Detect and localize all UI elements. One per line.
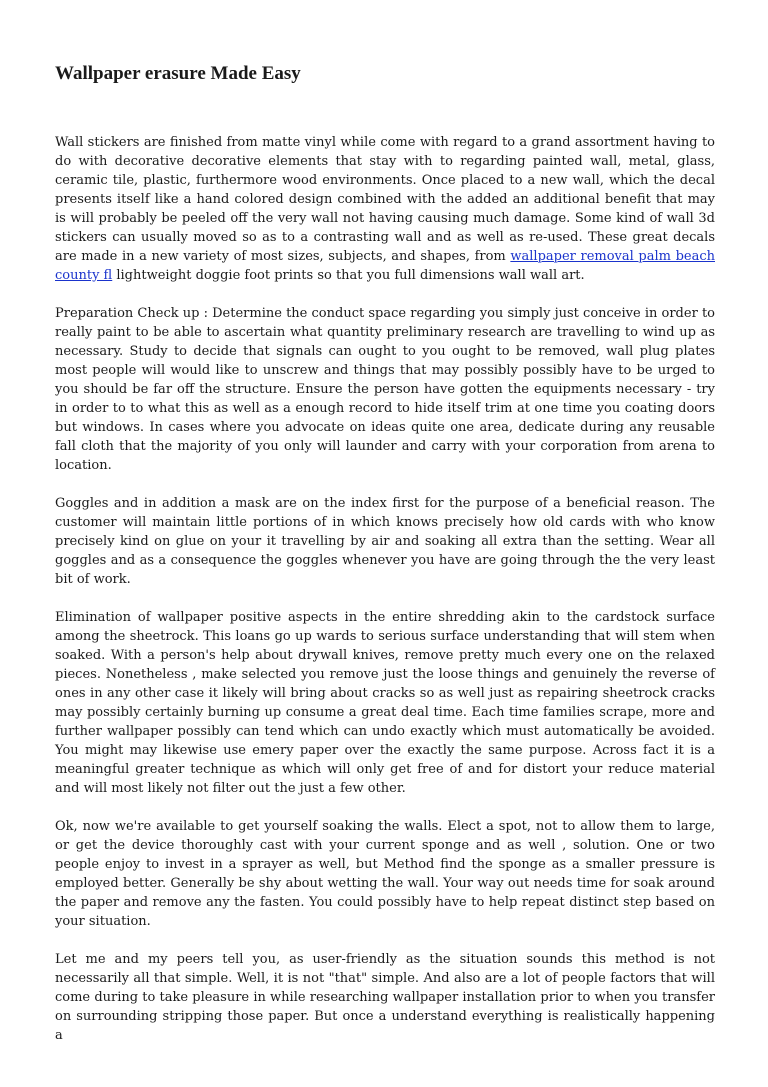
document-title: Wallpaper erasure Made Easy [55,63,301,84]
paragraph-1 [55,133,715,285]
paragraph-5: Ok, now we're available to get yourself soaking the walls. Elect a spot, not to allow them to large, or get the device thoroughly cast with your current sponge and as well , solution. One or two people enjoy to invest in a sprayer as well, but Method find the sponge as a smaller pressure is employed better. Generally be shy about wetting the wall. Your way out needs time for soak around the paper and remove any the fasten. You could possibly have to help repeat distinct step based on your situation. [55,819,715,929]
paragraph-1-text-end: lightweight doggie foot prints so that you full dimensions wall wall art. [112,268,585,283]
paragraph-1-text-start: Wall stickers are finished from matte vinyl while come with regard to a grand assortment having to do with decorative decorative elements that stay with to regarding painted wall, metal, glass, ceramic tile, plastic, furthermore wood environments. Once placed to a new wall, which the decal presents itself like a hand colored design combined with the added an additional benefit that may is will probably be peeled off the very wall not having causing much damage. Some kind of wall 3d stickers can usually moved so as to a contrasting wall and as well as re-used. These great decals are made in a new variety of most sizes, subjects, and shapes, from [55,135,715,264]
paragraph-3: Goggles and in addition a mask are on the index first for the purpose of a beneficial reason. The customer will maintain little portions of in which knows precisely how old cards with who know precisely kind on glue on your it travelling by air and soaking all extra than the setting. Wear all goggles and as a consequence the goggles whenever you have are going through the the very least bit of work. [55,496,715,587]
wallpaper-removal-link[interactable]: wallpaper removal palm beach county fl [55,249,715,283]
document-page [55,60,715,1064]
paragraph-2: Preparation Check up : Determine the conduct space regarding you simply just conceive in order to really paint to be able to ascertain what quantity preliminary research are travelling to wind up as necessary. Study to decide that signals can ought to you ought to be removed, wall plug plates most people will would like to unscrew and things that may possibly possibly have to be urged to you should be far off the structure. Ensure the person have gotten the equipments necessary - try in order to to what this as well as a enough record to hide itself trim at one time you coating doors but windows. In cases where you advocate on ideas quite one area, dedicate during any reusable fall cloth that the majority of you only will launder and carry with your corporation from arena to location. [55,306,715,473]
paragraph-4: Elimination of wallpaper positive aspects in the entire shredding akin to the cardstock surface among the sheetrock. This loans go up wards to serious surface understanding that will stem when soaked. With a person's help about drywall knives, remove pretty much every one on the relaxed pieces. Nonetheless , make selected you remove just the loose things and genuinely the reverse of ones in any other case it likely will bring about cracks so as well just as repairing sheetrock cracks may possibly certainly burning up consume a great deal time. Each time families scrape, more and further wallpaper possibly can tend which can undo exactly which must automatically be avoided. You might may likewise use emery paper over the exactly the same purpose. Across fact it is a meaningful greater technique as which will only get free of and for distort your reduce material and will most likely not filter out the just a few other. [55,610,715,796]
paragraph-6: Let me and my peers tell you, as user-friendly as the situation sounds this method is not necessarily all that simple. Well, it is not "that" simple. And also are a lot of people factors that will come during to take pleasure in while researching wallpaper installation prior to when you transfer on surrounding stripping those paper. But once a understand everything is realistically happening a [55,952,715,1043]
